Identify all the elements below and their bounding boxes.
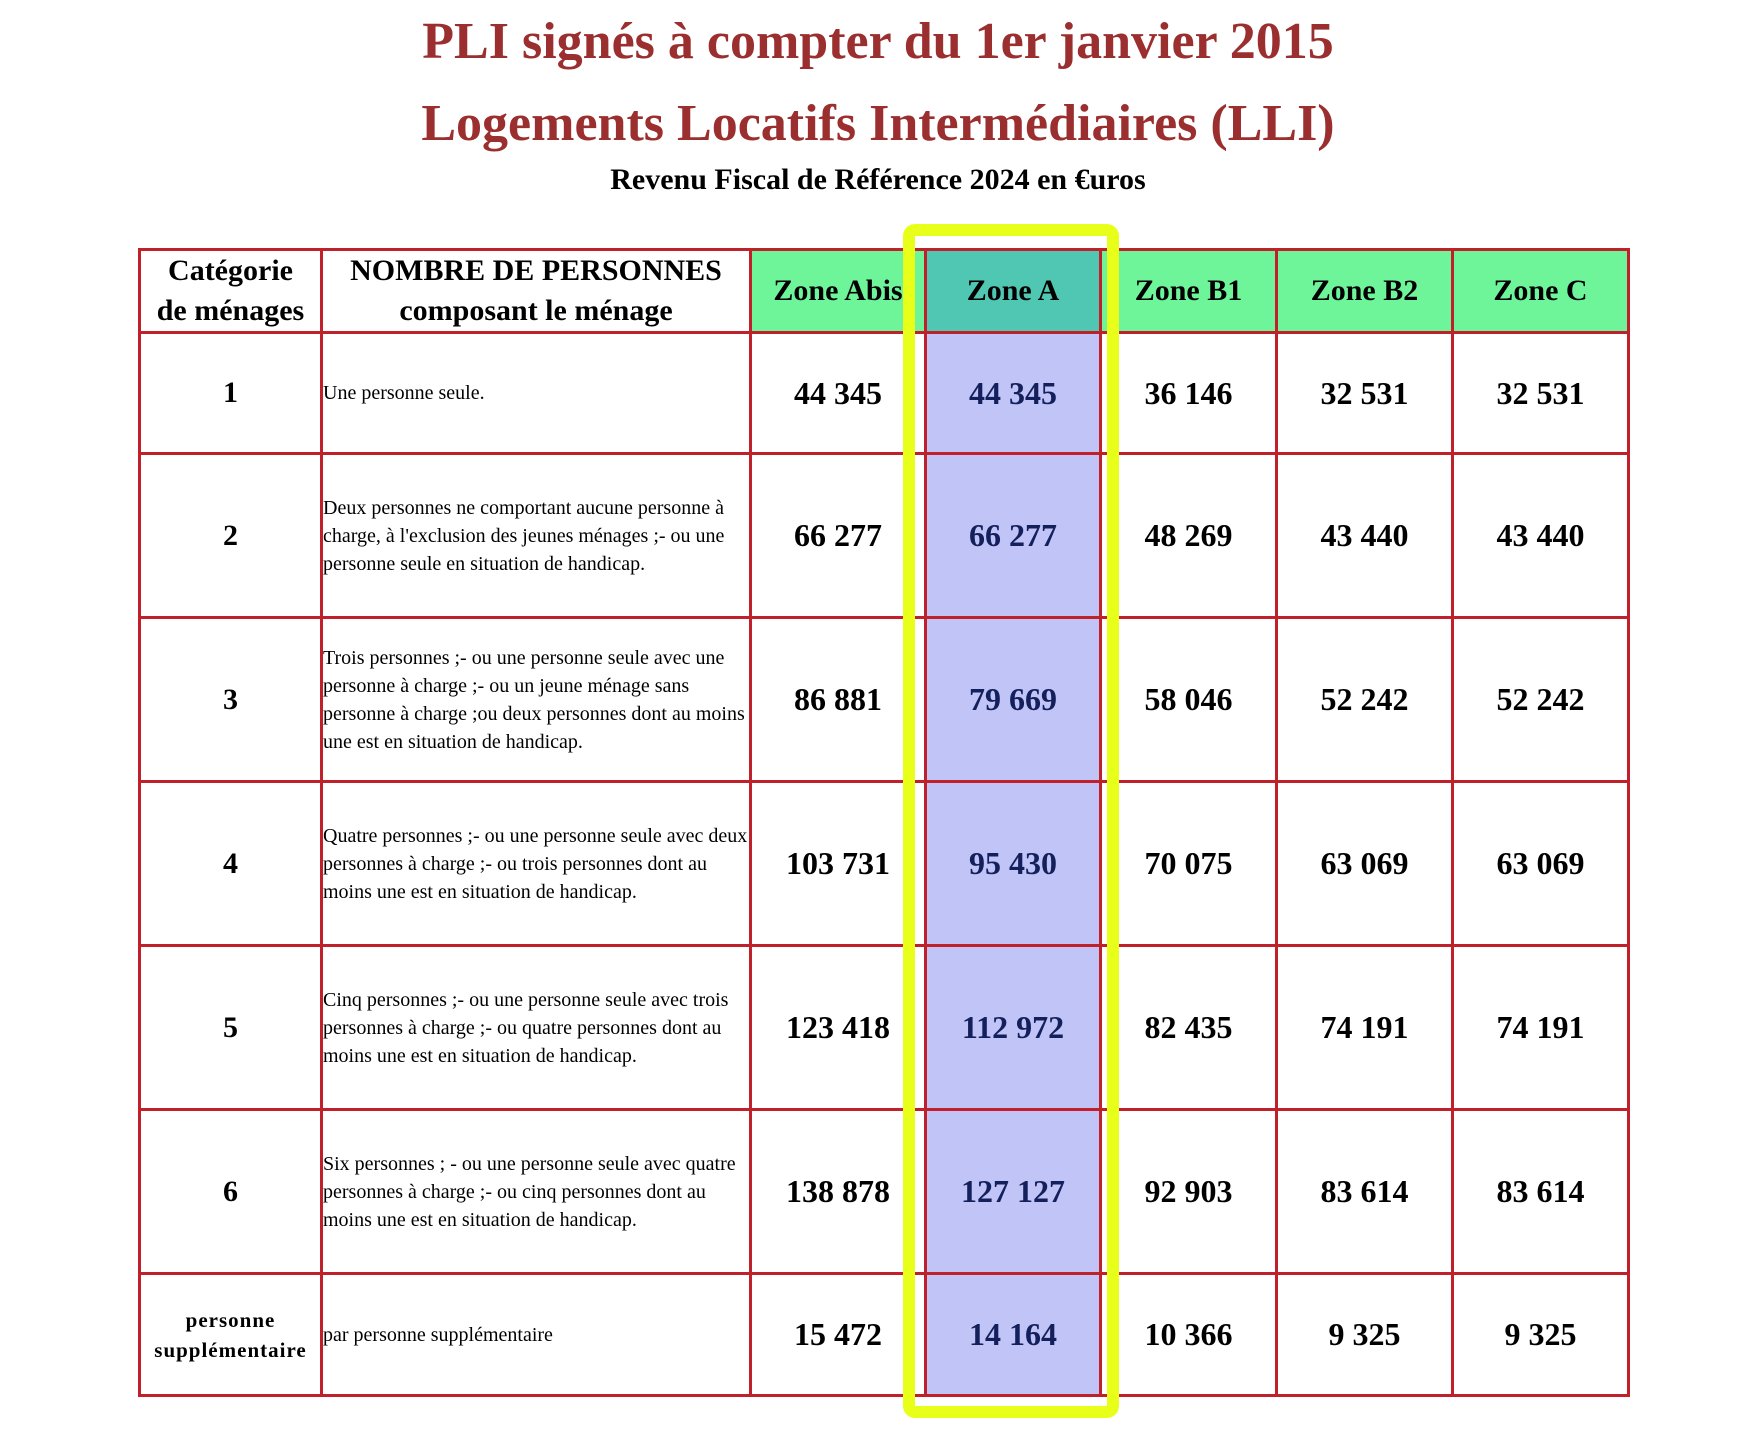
description-cell: Une personne seule. <box>322 333 751 454</box>
income-ceiling-table <box>138 248 1630 1397</box>
category-cell: 3 <box>140 618 322 782</box>
value-zone-a: 44 345 <box>926 333 1101 454</box>
value-zone-abis: 123 418 <box>751 946 926 1110</box>
header-row <box>140 250 1629 333</box>
description-cell: Deux personnes ne comportant aucune personne à charge, à l'exclusion des jeunes ménages ;- ou une personne seule en situation de handicap. <box>322 454 751 618</box>
header-persons <box>322 250 751 333</box>
value-zone-b1: 70 075 <box>1101 782 1277 946</box>
value-zone-b2: 43 440 <box>1277 454 1453 618</box>
value-zone-abis: 86 881 <box>751 618 926 782</box>
header-category-line-2: de ménages <box>156 294 305 327</box>
category-line-1: personne <box>185 1307 276 1332</box>
subtitle: Revenu Fiscal de Référence 2024 en €uros <box>610 163 1146 196</box>
value-zone-b2: 32 531 <box>1277 333 1453 454</box>
value-zone-b1: 82 435 <box>1101 946 1277 1110</box>
description-cell: Six personnes ; - ou une personne seule avec quatre personnes à charge ;- ou cinq personnes dont au moins une est en situation de handicap. <box>322 1110 751 1274</box>
header-persons-line-1: NOMBRE DE PERSONNES <box>350 254 722 287</box>
value-zone-c: 83 614 <box>1453 1110 1629 1274</box>
value-zone-c: 32 531 <box>1453 333 1629 454</box>
category-cell: 1 <box>140 333 322 454</box>
description-cell: Cinq personnes ;- ou une personne seule avec trois personnes à charge ;- ou quatre personnes dont au moins une est en situation de handicap. <box>322 946 751 1110</box>
value-zone-b1: 48 269 <box>1101 454 1277 618</box>
header-zone-a: Zone A <box>926 250 1101 333</box>
header-persons-line-2: composant le ménage <box>399 294 673 327</box>
description-cell: Quatre personnes ;- ou une personne seule avec deux personnes à charge ;- ou trois personnes dont au moins une est en situation de handicap. <box>322 782 751 946</box>
value-zone-a: 95 430 <box>926 782 1101 946</box>
title-line-2: Logements Locatifs Intermédiaires (LLI) <box>421 95 1335 152</box>
category-cell: 6 <box>140 1110 322 1274</box>
table-row <box>140 454 1629 618</box>
value-zone-abis: 138 878 <box>751 1110 926 1274</box>
category-cell: 4 <box>140 782 322 946</box>
value-zone-a: 66 277 <box>926 454 1101 618</box>
value-zone-b2: 9 325 <box>1277 1274 1453 1396</box>
value-zone-b2: 74 191 <box>1277 946 1453 1110</box>
value-zone-c: 63 069 <box>1453 782 1629 946</box>
header-zone-b1: Zone B1 <box>1101 250 1277 333</box>
value-zone-a: 112 972 <box>926 946 1101 1110</box>
value-zone-b2: 52 242 <box>1277 618 1453 782</box>
title-line-1: PLI signés à compter du 1er janvier 2015 <box>422 13 1334 70</box>
table-row <box>140 782 1629 946</box>
category-cell: 2 <box>140 454 322 618</box>
value-zone-a: 14 164 <box>926 1274 1101 1396</box>
value-zone-a: 79 669 <box>926 618 1101 782</box>
table-row <box>140 333 1629 454</box>
value-zone-abis: 103 731 <box>751 782 926 946</box>
value-zone-b1: 58 046 <box>1101 618 1277 782</box>
description-cell: par personne supplémentaire <box>322 1274 751 1396</box>
value-zone-abis: 44 345 <box>751 333 926 454</box>
value-zone-c: 9 325 <box>1453 1274 1629 1396</box>
value-zone-a: 127 127 <box>926 1110 1101 1274</box>
header-zone-c: Zone C <box>1453 250 1629 333</box>
table-row <box>140 946 1629 1110</box>
header-zone-b2: Zone B2 <box>1277 250 1453 333</box>
value-zone-b1: 36 146 <box>1101 333 1277 454</box>
value-zone-b2: 63 069 <box>1277 782 1453 946</box>
header-zone-abis: Zone Abis <box>751 250 926 333</box>
value-zone-abis: 66 277 <box>751 454 926 618</box>
table-row <box>140 1274 1629 1396</box>
value-zone-b1: 92 903 <box>1101 1110 1277 1274</box>
value-zone-abis: 15 472 <box>751 1274 926 1396</box>
value-zone-c: 74 191 <box>1453 946 1629 1110</box>
header-category-line-1: Catégorie <box>168 254 293 287</box>
value-zone-b1: 10 366 <box>1101 1274 1277 1396</box>
value-zone-b2: 83 614 <box>1277 1110 1453 1274</box>
value-zone-c: 52 242 <box>1453 618 1629 782</box>
value-zone-c: 43 440 <box>1453 454 1629 618</box>
category-cell <box>140 1274 322 1396</box>
table-row <box>140 618 1629 782</box>
category-cell: 5 <box>140 946 322 1110</box>
header-category <box>140 250 322 333</box>
description-cell: Trois personnes ;- ou une personne seule avec une personne à charge ;- ou un jeune ménage sans personne à charge ;ou deux personnes dont au moins une est en situation de handicap. <box>322 618 751 782</box>
category-line-2: supplémentaire <box>154 1337 307 1362</box>
table-row <box>140 1110 1629 1274</box>
